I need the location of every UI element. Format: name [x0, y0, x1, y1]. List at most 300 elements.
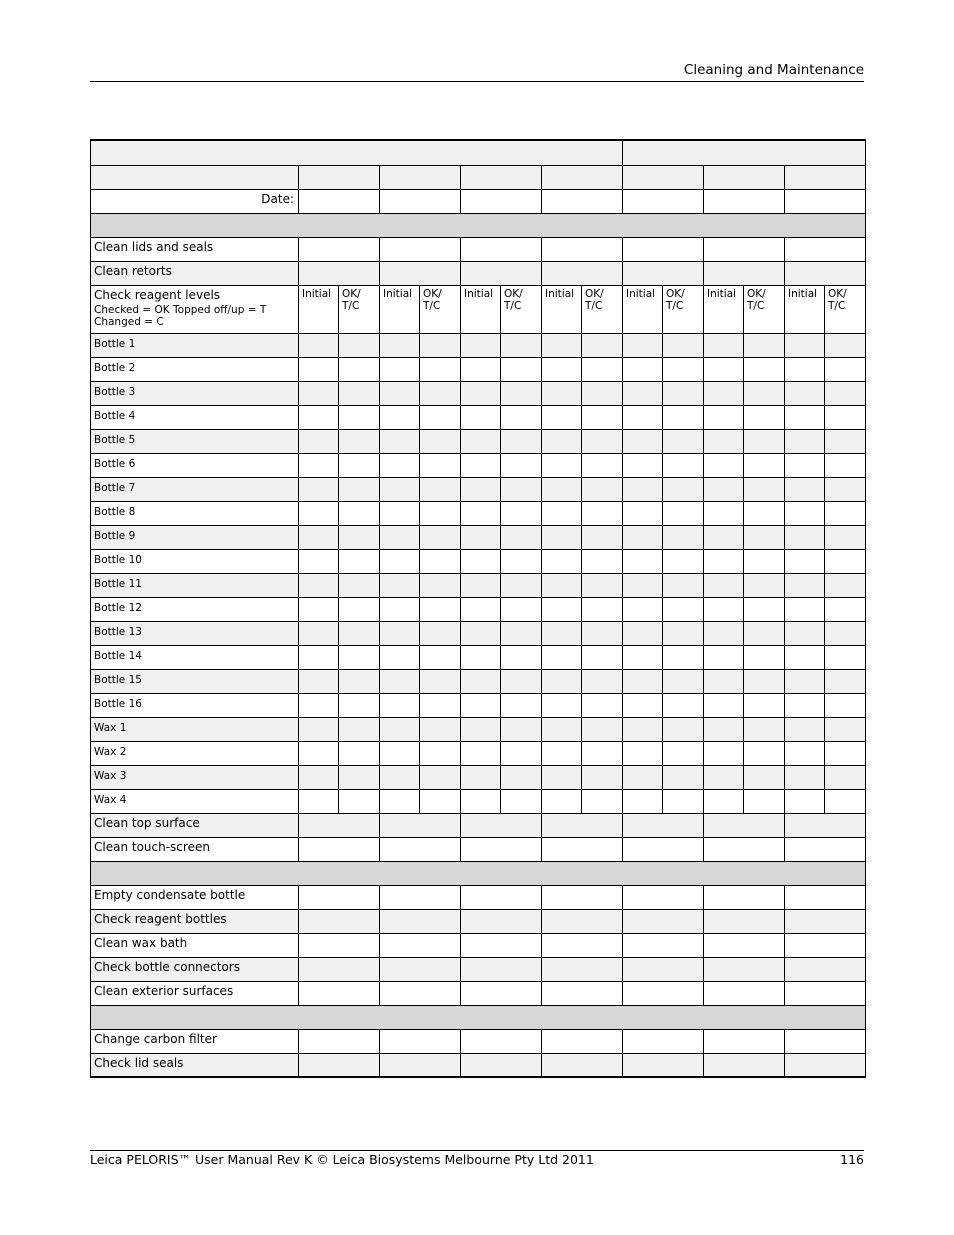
initial-cell[interactable]	[542, 477, 582, 501]
log-entry-cell[interactable]	[461, 237, 542, 261]
ok-tc-cell[interactable]	[744, 693, 785, 717]
initial-cell[interactable]	[623, 573, 663, 597]
log-entry-cell[interactable]	[623, 909, 704, 933]
ok-tc-cell[interactable]	[420, 765, 461, 789]
ok-tc-cell[interactable]	[825, 573, 866, 597]
initial-cell[interactable]	[299, 741, 339, 765]
ok-tc-cell[interactable]	[663, 405, 704, 429]
log-entry-cell[interactable]	[704, 165, 785, 189]
initial-cell[interactable]	[299, 597, 339, 621]
log-entry-cell[interactable]	[623, 165, 704, 189]
ok-tc-cell[interactable]	[825, 621, 866, 645]
ok-tc-cell[interactable]	[663, 645, 704, 669]
initial-cell[interactable]	[461, 669, 501, 693]
ok-tc-cell[interactable]	[339, 477, 380, 501]
initial-cell[interactable]	[623, 429, 663, 453]
log-entry-cell[interactable]	[542, 165, 623, 189]
ok-tc-cell[interactable]	[744, 429, 785, 453]
ok-tc-cell[interactable]	[339, 429, 380, 453]
initial-cell[interactable]	[704, 789, 744, 813]
ok-tc-cell[interactable]	[339, 405, 380, 429]
log-entry-cell[interactable]	[623, 1053, 704, 1077]
ok-tc-cell[interactable]	[582, 621, 623, 645]
ok-tc-cell[interactable]	[582, 357, 623, 381]
ok-tc-cell[interactable]	[663, 429, 704, 453]
ok-tc-cell[interactable]	[825, 765, 866, 789]
initial-cell[interactable]	[704, 381, 744, 405]
initial-cell[interactable]	[785, 357, 825, 381]
initial-cell[interactable]	[299, 549, 339, 573]
initial-cell[interactable]	[542, 717, 582, 741]
log-entry-cell[interactable]	[380, 165, 461, 189]
log-entry-cell[interactable]	[785, 837, 866, 861]
initial-cell[interactable]	[785, 741, 825, 765]
log-entry-cell[interactable]	[299, 981, 380, 1005]
initial-cell[interactable]	[461, 357, 501, 381]
initial-cell[interactable]	[542, 765, 582, 789]
initial-cell[interactable]	[623, 693, 663, 717]
initial-cell[interactable]	[623, 717, 663, 741]
ok-tc-cell[interactable]	[501, 525, 542, 549]
initial-cell[interactable]	[542, 453, 582, 477]
initial-cell[interactable]	[704, 573, 744, 597]
log-entry-cell[interactable]	[380, 237, 461, 261]
log-entry-cell[interactable]	[542, 981, 623, 1005]
initial-cell[interactable]	[623, 621, 663, 645]
ok-tc-cell[interactable]	[663, 789, 704, 813]
ok-tc-cell[interactable]	[663, 549, 704, 573]
ok-tc-cell[interactable]	[339, 741, 380, 765]
initial-cell[interactable]	[461, 693, 501, 717]
log-entry-cell[interactable]	[299, 1029, 380, 1053]
initial-cell[interactable]	[380, 693, 420, 717]
log-entry-cell[interactable]	[461, 189, 542, 213]
initial-cell[interactable]	[785, 333, 825, 357]
initial-cell[interactable]	[623, 669, 663, 693]
initial-cell[interactable]	[704, 357, 744, 381]
ok-tc-cell[interactable]	[420, 357, 461, 381]
initial-cell[interactable]	[542, 645, 582, 669]
initial-cell[interactable]	[380, 429, 420, 453]
initial-cell[interactable]	[380, 597, 420, 621]
ok-tc-cell[interactable]	[663, 741, 704, 765]
log-entry-cell[interactable]	[542, 885, 623, 909]
ok-tc-cell[interactable]	[744, 357, 785, 381]
initial-cell[interactable]	[380, 453, 420, 477]
initial-cell[interactable]	[542, 429, 582, 453]
ok-tc-cell[interactable]	[582, 429, 623, 453]
ok-tc-cell[interactable]	[420, 645, 461, 669]
ok-tc-cell[interactable]	[501, 381, 542, 405]
initial-cell[interactable]	[623, 501, 663, 525]
ok-tc-cell[interactable]	[744, 789, 785, 813]
ok-tc-cell[interactable]	[501, 549, 542, 573]
ok-tc-cell[interactable]	[420, 741, 461, 765]
log-entry-cell[interactable]	[623, 189, 704, 213]
ok-tc-cell[interactable]	[582, 669, 623, 693]
log-entry-cell[interactable]	[461, 165, 542, 189]
initial-cell[interactable]	[704, 429, 744, 453]
log-entry-cell[interactable]	[380, 261, 461, 285]
initial-cell[interactable]	[299, 501, 339, 525]
ok-tc-cell[interactable]	[420, 669, 461, 693]
ok-tc-cell[interactable]	[663, 357, 704, 381]
initial-cell[interactable]	[299, 621, 339, 645]
ok-tc-cell[interactable]	[663, 765, 704, 789]
ok-tc-cell[interactable]	[825, 453, 866, 477]
initial-cell[interactable]	[704, 525, 744, 549]
ok-tc-cell[interactable]	[582, 381, 623, 405]
log-entry-cell[interactable]	[380, 813, 461, 837]
log-entry-cell[interactable]	[542, 1029, 623, 1053]
ok-tc-cell[interactable]	[501, 357, 542, 381]
ok-tc-cell[interactable]	[501, 621, 542, 645]
ok-tc-cell[interactable]	[501, 573, 542, 597]
ok-tc-cell[interactable]	[339, 645, 380, 669]
initial-cell[interactable]	[461, 549, 501, 573]
log-entry-cell[interactable]	[785, 1029, 866, 1053]
ok-tc-cell[interactable]	[339, 717, 380, 741]
log-entry-cell[interactable]	[785, 237, 866, 261]
initial-cell[interactable]	[542, 573, 582, 597]
initial-cell[interactable]	[704, 741, 744, 765]
ok-tc-cell[interactable]	[582, 645, 623, 669]
initial-cell[interactable]	[461, 333, 501, 357]
log-entry-cell[interactable]	[380, 1053, 461, 1077]
initial-cell[interactable]	[542, 669, 582, 693]
initial-cell[interactable]	[785, 453, 825, 477]
log-entry-cell[interactable]	[461, 1053, 542, 1077]
ok-tc-cell[interactable]	[339, 333, 380, 357]
ok-tc-cell[interactable]	[420, 789, 461, 813]
log-entry-cell[interactable]	[785, 981, 866, 1005]
initial-cell[interactable]	[299, 429, 339, 453]
log-entry-cell[interactable]	[542, 237, 623, 261]
log-entry-cell[interactable]	[461, 837, 542, 861]
log-entry-cell[interactable]	[785, 165, 866, 189]
ok-tc-cell[interactable]	[663, 501, 704, 525]
log-entry-cell[interactable]	[704, 189, 785, 213]
initial-cell[interactable]	[299, 717, 339, 741]
initial-cell[interactable]	[785, 405, 825, 429]
ok-tc-cell[interactable]	[501, 717, 542, 741]
ok-tc-cell[interactable]	[663, 597, 704, 621]
log-entry-cell[interactable]	[785, 1053, 866, 1077]
initial-cell[interactable]	[380, 573, 420, 597]
initial-cell[interactable]	[785, 789, 825, 813]
ok-tc-cell[interactable]	[582, 477, 623, 501]
initial-cell[interactable]	[785, 669, 825, 693]
log-entry-cell[interactable]	[299, 837, 380, 861]
ok-tc-cell[interactable]	[825, 525, 866, 549]
log-entry-cell[interactable]	[704, 957, 785, 981]
initial-cell[interactable]	[704, 621, 744, 645]
initial-cell[interactable]	[623, 645, 663, 669]
ok-tc-cell[interactable]	[825, 741, 866, 765]
log-entry-cell[interactable]	[623, 933, 704, 957]
ok-tc-cell[interactable]	[420, 573, 461, 597]
initial-cell[interactable]	[461, 477, 501, 501]
initial-cell[interactable]	[785, 645, 825, 669]
initial-cell[interactable]	[623, 381, 663, 405]
log-entry-cell[interactable]	[623, 885, 704, 909]
ok-tc-cell[interactable]	[339, 765, 380, 789]
initial-cell[interactable]	[623, 765, 663, 789]
log-entry-cell[interactable]	[299, 885, 380, 909]
log-entry-cell[interactable]	[704, 885, 785, 909]
log-entry-cell[interactable]	[542, 813, 623, 837]
initial-cell[interactable]	[542, 381, 582, 405]
initial-cell[interactable]	[461, 501, 501, 525]
initial-cell[interactable]	[380, 333, 420, 357]
log-entry-cell[interactable]	[380, 885, 461, 909]
ok-tc-cell[interactable]	[825, 429, 866, 453]
log-entry-cell[interactable]	[299, 933, 380, 957]
log-entry-cell[interactable]	[704, 813, 785, 837]
ok-tc-cell[interactable]	[825, 669, 866, 693]
ok-tc-cell[interactable]	[420, 501, 461, 525]
ok-tc-cell[interactable]	[663, 453, 704, 477]
initial-cell[interactable]	[542, 525, 582, 549]
ok-tc-cell[interactable]	[744, 453, 785, 477]
log-entry-cell[interactable]	[380, 1029, 461, 1053]
ok-tc-cell[interactable]	[582, 453, 623, 477]
initial-cell[interactable]	[299, 477, 339, 501]
ok-tc-cell[interactable]	[582, 405, 623, 429]
initial-cell[interactable]	[704, 693, 744, 717]
log-entry-cell[interactable]	[542, 957, 623, 981]
log-entry-cell[interactable]	[704, 981, 785, 1005]
ok-tc-cell[interactable]	[744, 765, 785, 789]
log-entry-cell[interactable]	[704, 909, 785, 933]
initial-cell[interactable]	[380, 645, 420, 669]
log-entry-cell[interactable]	[704, 933, 785, 957]
ok-tc-cell[interactable]	[582, 597, 623, 621]
log-entry-cell[interactable]	[299, 261, 380, 285]
log-entry-cell[interactable]	[623, 813, 704, 837]
ok-tc-cell[interactable]	[663, 717, 704, 741]
initial-cell[interactable]	[380, 669, 420, 693]
log-entry-cell[interactable]	[461, 261, 542, 285]
initial-cell[interactable]	[542, 501, 582, 525]
log-entry-cell[interactable]	[380, 981, 461, 1005]
ok-tc-cell[interactable]	[420, 525, 461, 549]
ok-tc-cell[interactable]	[582, 693, 623, 717]
initial-cell[interactable]	[542, 597, 582, 621]
ok-tc-cell[interactable]	[420, 333, 461, 357]
log-entry-cell[interactable]	[299, 189, 380, 213]
initial-cell[interactable]	[461, 765, 501, 789]
ok-tc-cell[interactable]	[744, 573, 785, 597]
initial-cell[interactable]	[461, 381, 501, 405]
ok-tc-cell[interactable]	[663, 621, 704, 645]
initial-cell[interactable]	[542, 741, 582, 765]
ok-tc-cell[interactable]	[339, 669, 380, 693]
initial-cell[interactable]	[623, 597, 663, 621]
ok-tc-cell[interactable]	[501, 789, 542, 813]
ok-tc-cell[interactable]	[501, 429, 542, 453]
ok-tc-cell[interactable]	[420, 549, 461, 573]
log-entry-cell[interactable]	[785, 189, 866, 213]
ok-tc-cell[interactable]	[744, 381, 785, 405]
ok-tc-cell[interactable]	[744, 645, 785, 669]
log-entry-cell[interactable]	[704, 1053, 785, 1077]
ok-tc-cell[interactable]	[663, 573, 704, 597]
initial-cell[interactable]	[542, 789, 582, 813]
ok-tc-cell[interactable]	[663, 669, 704, 693]
log-entry-cell[interactable]	[542, 1053, 623, 1077]
log-entry-cell[interactable]	[785, 957, 866, 981]
ok-tc-cell[interactable]	[501, 405, 542, 429]
ok-tc-cell[interactable]	[825, 501, 866, 525]
initial-cell[interactable]	[785, 717, 825, 741]
ok-tc-cell[interactable]	[663, 381, 704, 405]
ok-tc-cell[interactable]	[339, 621, 380, 645]
ok-tc-cell[interactable]	[744, 333, 785, 357]
initial-cell[interactable]	[785, 501, 825, 525]
ok-tc-cell[interactable]	[663, 525, 704, 549]
initial-cell[interactable]	[542, 621, 582, 645]
initial-cell[interactable]	[299, 669, 339, 693]
log-entry-cell[interactable]	[785, 933, 866, 957]
log-entry-cell[interactable]	[299, 909, 380, 933]
log-entry-cell[interactable]	[785, 813, 866, 837]
ok-tc-cell[interactable]	[825, 357, 866, 381]
initial-cell[interactable]	[299, 693, 339, 717]
initial-cell[interactable]	[380, 717, 420, 741]
ok-tc-cell[interactable]	[825, 333, 866, 357]
ok-tc-cell[interactable]	[501, 501, 542, 525]
initial-cell[interactable]	[380, 357, 420, 381]
initial-cell[interactable]	[299, 405, 339, 429]
ok-tc-cell[interactable]	[744, 501, 785, 525]
ok-tc-cell[interactable]	[339, 453, 380, 477]
ok-tc-cell[interactable]	[582, 765, 623, 789]
initial-cell[interactable]	[542, 549, 582, 573]
initial-cell[interactable]	[299, 381, 339, 405]
initial-cell[interactable]	[623, 357, 663, 381]
ok-tc-cell[interactable]	[744, 597, 785, 621]
ok-tc-cell[interactable]	[339, 789, 380, 813]
ok-tc-cell[interactable]	[744, 717, 785, 741]
initial-cell[interactable]	[461, 453, 501, 477]
log-entry-cell[interactable]	[299, 813, 380, 837]
initial-cell[interactable]	[299, 645, 339, 669]
ok-tc-cell[interactable]	[339, 573, 380, 597]
initial-cell[interactable]	[542, 693, 582, 717]
initial-cell[interactable]	[704, 717, 744, 741]
initial-cell[interactable]	[785, 765, 825, 789]
log-entry-cell[interactable]	[380, 933, 461, 957]
log-entry-cell[interactable]	[461, 885, 542, 909]
log-entry-cell[interactable]	[785, 909, 866, 933]
initial-cell[interactable]	[785, 621, 825, 645]
initial-cell[interactable]	[461, 597, 501, 621]
log-entry-cell[interactable]	[785, 885, 866, 909]
initial-cell[interactable]	[461, 573, 501, 597]
initial-cell[interactable]	[299, 453, 339, 477]
log-entry-cell[interactable]	[704, 837, 785, 861]
ok-tc-cell[interactable]	[582, 717, 623, 741]
ok-tc-cell[interactable]	[420, 717, 461, 741]
log-entry-cell[interactable]	[542, 189, 623, 213]
initial-cell[interactable]	[380, 477, 420, 501]
ok-tc-cell[interactable]	[744, 549, 785, 573]
log-entry-cell[interactable]	[704, 1029, 785, 1053]
ok-tc-cell[interactable]	[501, 741, 542, 765]
log-entry-cell[interactable]	[299, 1053, 380, 1077]
initial-cell[interactable]	[623, 405, 663, 429]
initial-cell[interactable]	[461, 741, 501, 765]
log-entry-cell[interactable]	[461, 933, 542, 957]
ok-tc-cell[interactable]	[663, 477, 704, 501]
log-entry-cell[interactable]	[461, 1029, 542, 1053]
ok-tc-cell[interactable]	[825, 789, 866, 813]
initial-cell[interactable]	[704, 477, 744, 501]
ok-tc-cell[interactable]	[420, 621, 461, 645]
ok-tc-cell[interactable]	[501, 453, 542, 477]
log-entry-cell[interactable]	[623, 957, 704, 981]
initial-cell[interactable]	[461, 645, 501, 669]
ok-tc-cell[interactable]	[339, 549, 380, 573]
ok-tc-cell[interactable]	[501, 477, 542, 501]
ok-tc-cell[interactable]	[825, 549, 866, 573]
initial-cell[interactable]	[299, 789, 339, 813]
initial-cell[interactable]	[785, 693, 825, 717]
initial-cell[interactable]	[704, 597, 744, 621]
initial-cell[interactable]	[380, 621, 420, 645]
ok-tc-cell[interactable]	[582, 573, 623, 597]
initial-cell[interactable]	[299, 333, 339, 357]
ok-tc-cell[interactable]	[420, 405, 461, 429]
ok-tc-cell[interactable]	[825, 645, 866, 669]
initial-cell[interactable]	[380, 789, 420, 813]
initial-cell[interactable]	[461, 717, 501, 741]
log-entry-cell[interactable]	[380, 909, 461, 933]
ok-tc-cell[interactable]	[420, 477, 461, 501]
ok-tc-cell[interactable]	[420, 693, 461, 717]
ok-tc-cell[interactable]	[582, 789, 623, 813]
log-entry-cell[interactable]	[461, 957, 542, 981]
initial-cell[interactable]	[380, 741, 420, 765]
initial-cell[interactable]	[542, 357, 582, 381]
initial-cell[interactable]	[299, 357, 339, 381]
initial-cell[interactable]	[704, 669, 744, 693]
ok-tc-cell[interactable]	[339, 597, 380, 621]
log-entry-cell[interactable]	[299, 165, 380, 189]
initial-cell[interactable]	[623, 525, 663, 549]
log-entry-cell[interactable]	[380, 837, 461, 861]
ok-tc-cell[interactable]	[825, 381, 866, 405]
ok-tc-cell[interactable]	[501, 669, 542, 693]
initial-cell[interactable]	[704, 549, 744, 573]
initial-cell[interactable]	[542, 333, 582, 357]
log-entry-cell[interactable]	[461, 909, 542, 933]
ok-tc-cell[interactable]	[825, 693, 866, 717]
log-entry-cell[interactable]	[461, 981, 542, 1005]
initial-cell[interactable]	[542, 405, 582, 429]
ok-tc-cell[interactable]	[582, 501, 623, 525]
initial-cell[interactable]	[623, 789, 663, 813]
ok-tc-cell[interactable]	[339, 357, 380, 381]
initial-cell[interactable]	[785, 477, 825, 501]
log-entry-cell[interactable]	[299, 237, 380, 261]
log-entry-cell[interactable]	[623, 1029, 704, 1053]
ok-tc-cell[interactable]	[825, 477, 866, 501]
initial-cell[interactable]	[380, 405, 420, 429]
log-entry-cell[interactable]	[623, 261, 704, 285]
initial-cell[interactable]	[623, 453, 663, 477]
